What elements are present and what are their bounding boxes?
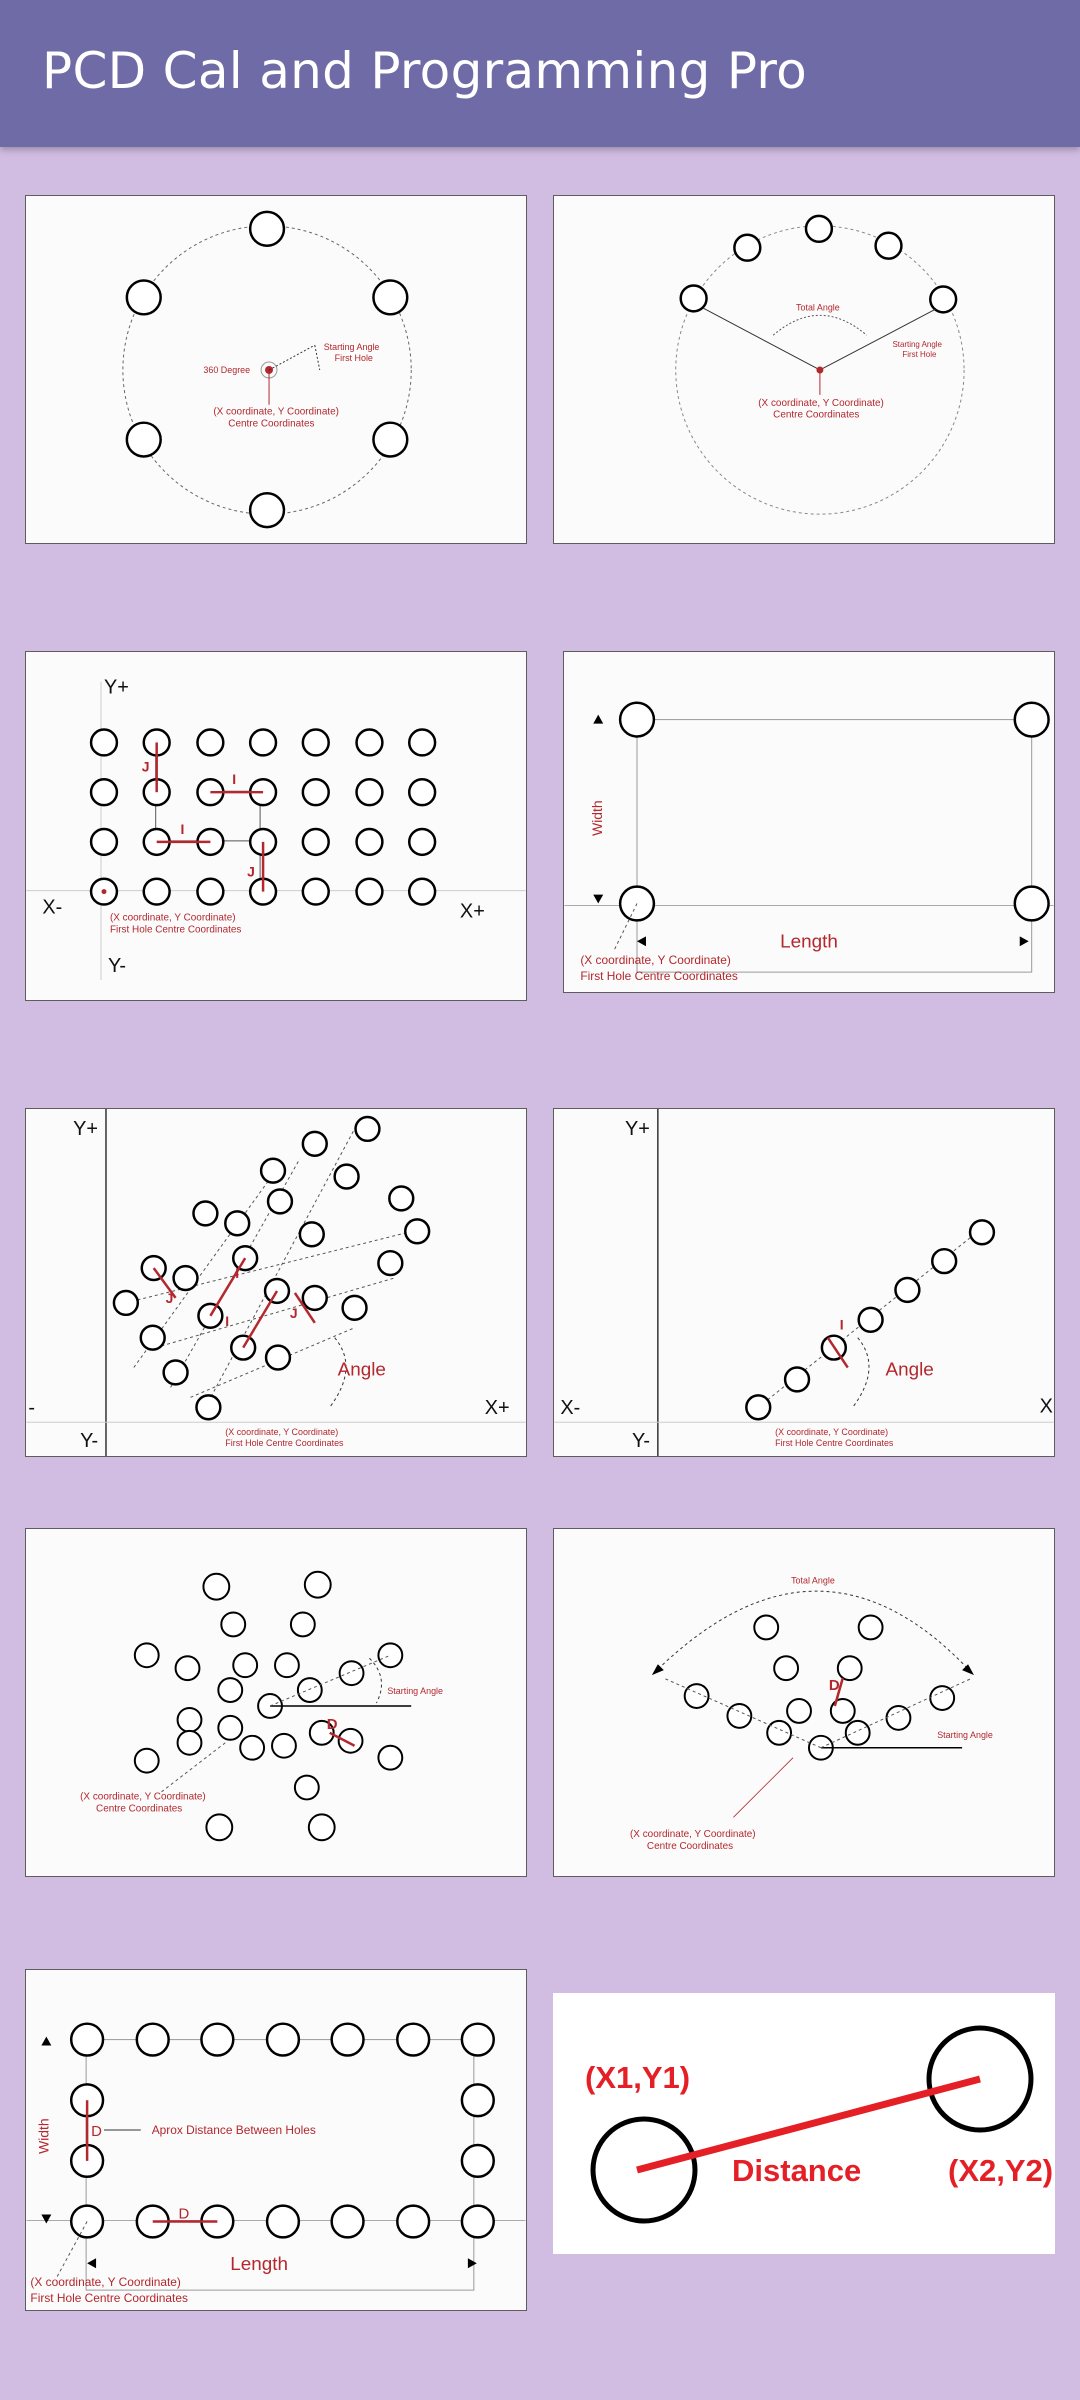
coord-sub-label: First Hole Centre Coordinates (30, 2291, 188, 2306)
y-minus-label: Y- (631, 1430, 651, 1453)
hole (250, 212, 284, 246)
first-hole-label: First Hole (902, 350, 937, 360)
hole (397, 2206, 429, 2238)
hole (176, 1656, 200, 1680)
hole (272, 1734, 296, 1758)
coord-label: (X coordinate, Y Coordinate) (109, 912, 236, 924)
hole (250, 730, 276, 756)
hole (291, 1613, 315, 1637)
hole (356, 1117, 380, 1141)
hole (225, 1211, 249, 1235)
hole (831, 1699, 855, 1723)
hole (373, 423, 407, 457)
start-angle-label: Starting Angle (387, 1686, 444, 1697)
x-minus-label: X- (560, 1397, 581, 1420)
coord-label: (X coordinate, Y Coordinate) (225, 1427, 339, 1438)
y-minus-label: Y- (107, 955, 127, 978)
hole (178, 1708, 202, 1732)
j-label: J (165, 1289, 174, 1306)
i-label: I (839, 1316, 844, 1333)
pcd-full-circle-diagram (26, 196, 526, 543)
hole (389, 1187, 413, 1211)
app-title: PCD Cal and Programming Pro (42, 42, 808, 100)
point-1-label: (X1,Y1) (585, 2060, 691, 2095)
centre-coord-label: (X coordinate, Y Coordinate) (80, 1791, 206, 1803)
hole (305, 1572, 331, 1598)
hole (339, 1729, 363, 1753)
first-hole-label: First Hole (334, 353, 373, 364)
hole (233, 1653, 257, 1677)
hole (71, 2024, 103, 2056)
y-minus-label: Y- (80, 1430, 99, 1453)
d-label: D (828, 1678, 840, 1695)
hole (409, 829, 435, 855)
hole (196, 1395, 220, 1419)
rectangle-perimeter-diagram (26, 1970, 526, 2310)
hole (144, 879, 170, 905)
hole (300, 1222, 324, 1246)
hole (218, 1678, 242, 1702)
hole (142, 1256, 166, 1280)
y-plus-label: Y+ (625, 1117, 650, 1140)
width-label: Width (35, 2118, 52, 2154)
width-label: Width (589, 800, 606, 836)
spiral-full-diagram (26, 1529, 526, 1876)
centre-coord-sub: Centre Coordinates (96, 1803, 183, 1815)
hole (198, 1304, 222, 1328)
pcd-arc-diagram (554, 196, 1054, 543)
x-plus-label: X+ (484, 1397, 510, 1420)
hole (774, 1656, 798, 1680)
pcd-arc-card[interactable] (553, 195, 1055, 544)
y-plus-label: Y+ (73, 1117, 99, 1140)
hole (754, 1616, 778, 1640)
hole (378, 1746, 402, 1770)
point-2-label: (X2,Y2) (948, 2153, 1054, 2188)
distance-card[interactable] (553, 1993, 1055, 2254)
hole (462, 2024, 494, 2056)
hole (970, 1220, 994, 1244)
start-angle-label: Starting Angle (937, 1729, 993, 1740)
hole (876, 233, 902, 259)
hole (91, 779, 117, 805)
i-label: I (232, 771, 237, 788)
hole (303, 879, 329, 905)
angled-line-diagram (554, 1109, 1054, 1456)
length-label: Length (230, 2254, 289, 2276)
centre-coord-label: (X coordinate, Y Coordinate) (758, 397, 884, 409)
hole (164, 1361, 188, 1385)
hole (734, 235, 760, 261)
start-angle-label: Starting Angle (323, 342, 380, 353)
hole (197, 730, 223, 756)
hole (127, 423, 161, 457)
hole (303, 730, 329, 756)
spiral-arc-card[interactable] (553, 1528, 1055, 1877)
hole (275, 1653, 299, 1677)
hole (332, 2206, 364, 2238)
rectangle-corners-card[interactable] (563, 651, 1055, 993)
hole (218, 1716, 242, 1740)
hole (267, 2024, 299, 2056)
hole (250, 493, 284, 527)
hole (303, 779, 329, 805)
total-angle-label: Total Angle (796, 302, 840, 313)
hole (378, 1251, 402, 1275)
angle-label: Angle (885, 1359, 934, 1381)
j-label: J (141, 758, 150, 775)
i-label: I (180, 820, 185, 837)
hole (930, 1686, 954, 1710)
hole (746, 1395, 770, 1419)
centre-coord-sub: Centre Coordinates (646, 1841, 734, 1853)
angle-label: 360 Degree (203, 364, 251, 375)
hole (378, 1643, 402, 1667)
hole (303, 1286, 327, 1310)
centre-coord-label: (X coordinate, Y Coordinate) (630, 1829, 756, 1841)
hole (303, 829, 329, 855)
hole (298, 1678, 322, 1702)
start-angle-label: Starting Angle (892, 340, 942, 350)
hole (838, 1656, 862, 1680)
hole (462, 2206, 494, 2238)
grid-pattern-diagram (26, 652, 526, 1000)
distance-note: Aprox Distance Between Holes (151, 2123, 316, 2138)
i-label: I (225, 1312, 230, 1329)
distance-diagram (553, 1993, 1055, 2254)
hole (141, 1326, 165, 1350)
hole (887, 1706, 911, 1730)
x-plus-label: X+ (459, 900, 485, 923)
d-label: D (178, 2206, 190, 2223)
hole (295, 1776, 319, 1800)
y-plus-label: Y+ (103, 676, 129, 699)
hole (174, 1266, 198, 1290)
hole (620, 887, 654, 921)
hole (357, 879, 383, 905)
hole (930, 286, 956, 312)
coord-sub-label: First Hole Centre Coordinates (775, 1438, 894, 1449)
hole (357, 730, 383, 756)
rectangle-perimeter-card[interactable] (25, 1969, 527, 2311)
x-minus-label: X- (42, 896, 63, 919)
coord-label: (X coordinate, Y Coordinate) (580, 953, 731, 968)
hole (409, 879, 435, 905)
hole (309, 1814, 335, 1840)
hole (127, 281, 161, 315)
d-label: D (326, 1716, 338, 1733)
angle-label: Angle (337, 1359, 386, 1381)
hole (221, 1613, 245, 1637)
hole (405, 1219, 429, 1243)
hole (409, 779, 435, 805)
spiral-full-card[interactable] (25, 1528, 527, 1877)
hole (261, 1159, 285, 1183)
hole (846, 1721, 870, 1745)
i-label: I (235, 1265, 240, 1282)
hole (462, 2084, 494, 2116)
angled-grid-card[interactable] (25, 1108, 527, 1457)
hole (806, 216, 832, 242)
hole (197, 879, 223, 905)
app-bar (0, 0, 1080, 147)
rectangle-corners-diagram (564, 652, 1054, 992)
hole (397, 2024, 429, 2056)
hole (267, 2206, 299, 2238)
hole (206, 1814, 232, 1840)
hole (859, 1308, 883, 1332)
coord-sub-label: First Hole Centre Coordinates (225, 1438, 344, 1449)
hole (895, 1278, 919, 1302)
hole (373, 281, 407, 315)
hole (203, 1574, 229, 1600)
hole (620, 703, 654, 737)
spiral-arc-diagram (554, 1529, 1054, 1876)
hole (727, 1704, 751, 1728)
coord-label: (X coordinate, Y Coordinate) (775, 1427, 889, 1438)
x-plus-label: X (1039, 1395, 1053, 1418)
j-label: J (247, 863, 255, 880)
hole (240, 1736, 264, 1760)
hole (303, 1132, 327, 1156)
hole (268, 1190, 292, 1214)
hole (785, 1368, 809, 1392)
hole (266, 1346, 290, 1370)
angled-line-card[interactable] (553, 1108, 1055, 1457)
hole (681, 285, 707, 311)
hole (932, 1249, 956, 1273)
pcd-full-circle-card[interactable] (25, 195, 527, 544)
coord-label: (X coordinate, Y Coordinate) (30, 2275, 181, 2290)
centre-coord-sub: Centre Coordinates (773, 409, 860, 421)
hole (201, 2024, 233, 2056)
hole (91, 829, 117, 855)
hole (137, 2024, 169, 2056)
centre-coord-sub: Centre Coordinates (228, 418, 315, 430)
hole (409, 730, 435, 756)
d-label: D (91, 2124, 102, 2141)
length-label: Length (780, 931, 838, 953)
grid-pattern-card[interactable] (25, 651, 527, 1001)
hole (135, 1749, 159, 1773)
angled-grid-diagram (26, 1109, 526, 1456)
hole (178, 1731, 202, 1755)
coord-sub-label: First Hole Centre Coordinates (580, 969, 738, 984)
hole (859, 1616, 883, 1640)
hole (1015, 703, 1049, 737)
hole (787, 1699, 811, 1723)
hole (335, 1165, 359, 1189)
hole (332, 2024, 364, 2056)
hole (340, 1661, 364, 1685)
distance-label: Distance (732, 2153, 862, 2188)
hole (91, 730, 117, 756)
hole (357, 829, 383, 855)
hole (193, 1201, 217, 1225)
hole (135, 1643, 159, 1667)
hole (1015, 887, 1049, 921)
centre-coord-label: (X coordinate, Y Coordinate) (213, 406, 339, 418)
x-minus-label: - (28, 1397, 36, 1420)
hole (343, 1296, 367, 1320)
j-label: J (289, 1304, 298, 1321)
hole (114, 1291, 138, 1315)
hole (462, 2145, 494, 2177)
total-angle-label: Total Angle (791, 1575, 835, 1586)
coord-sub-label: First Hole Centre Coordinates (109, 924, 242, 936)
hole (357, 779, 383, 805)
